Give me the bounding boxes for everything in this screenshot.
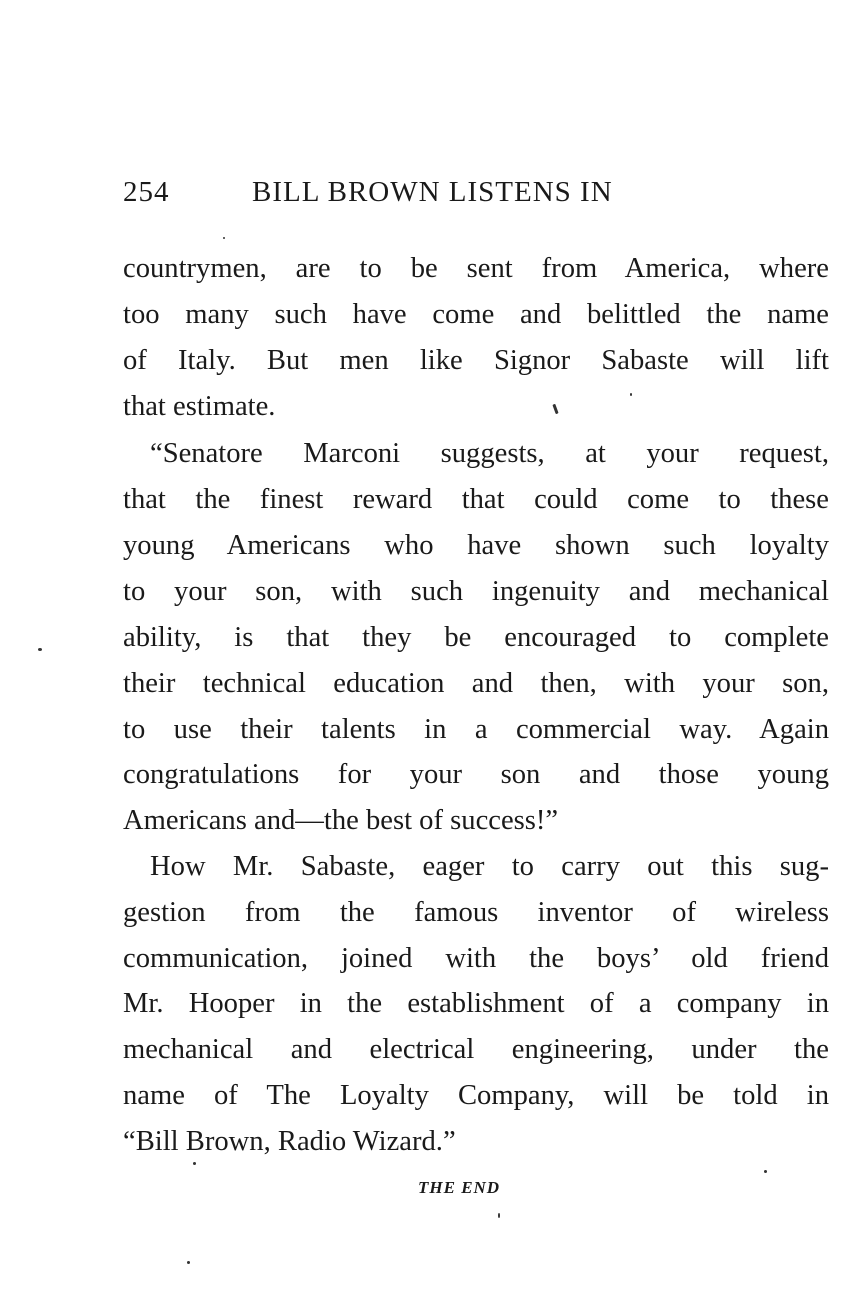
scan-speck [193,1162,196,1165]
text-line: of Italy. But men like Signor Sabaste will lift [123,345,829,376]
text-line: name of The Loyalty Company, will be told in [123,1080,829,1111]
text-line: to your son, with such ingenuity and mechanical [123,576,829,607]
text-line: young Americans who have shown such loyalty [123,530,829,561]
text-line: that the finest reward that could come to these [123,484,829,515]
text-line: Americans and—the best of success!” [123,805,559,836]
text-line: congratulations for your son and those young [123,759,829,790]
text-line: countrymen, are to be sent from America, where [123,253,829,284]
text-line: How Mr. Sabaste, eager to carry out this sug- [150,851,829,882]
the-end-label: THE END [418,1178,501,1197]
scan-speck [38,648,42,651]
scan-speck [498,1213,500,1218]
text-line: “Bill Brown, Radio Wizard.” [123,1126,456,1157]
scan-speck [223,237,225,239]
page-header [123,170,763,214]
text-line: their technical education and then, with your son, [123,668,829,699]
text-line: too many such have come and belittled the name [123,299,829,330]
text-line: mechanical and electrical engineering, under the [123,1034,829,1065]
page-number: 254 [123,176,170,208]
scan-speck [764,1170,767,1173]
text-line: communication, joined with the boys’ old friend [123,943,829,974]
text-line: “Senatore Marconi suggests, at your request, [150,438,829,469]
text-line: to use their talents in a commercial way. Again [123,714,829,745]
running-title: BILL BROWN LISTENS IN [252,176,613,208]
text-line: Mr. Hooper in the establishment of a company in [123,988,829,1019]
text-line: gestion from the famous inventor of wireless [123,897,829,928]
text-line: that estimate. [123,391,276,422]
scan-speck [187,1261,190,1264]
scan-speck [630,393,632,396]
text-line: ability, is that they be encouraged to complete [123,622,829,653]
